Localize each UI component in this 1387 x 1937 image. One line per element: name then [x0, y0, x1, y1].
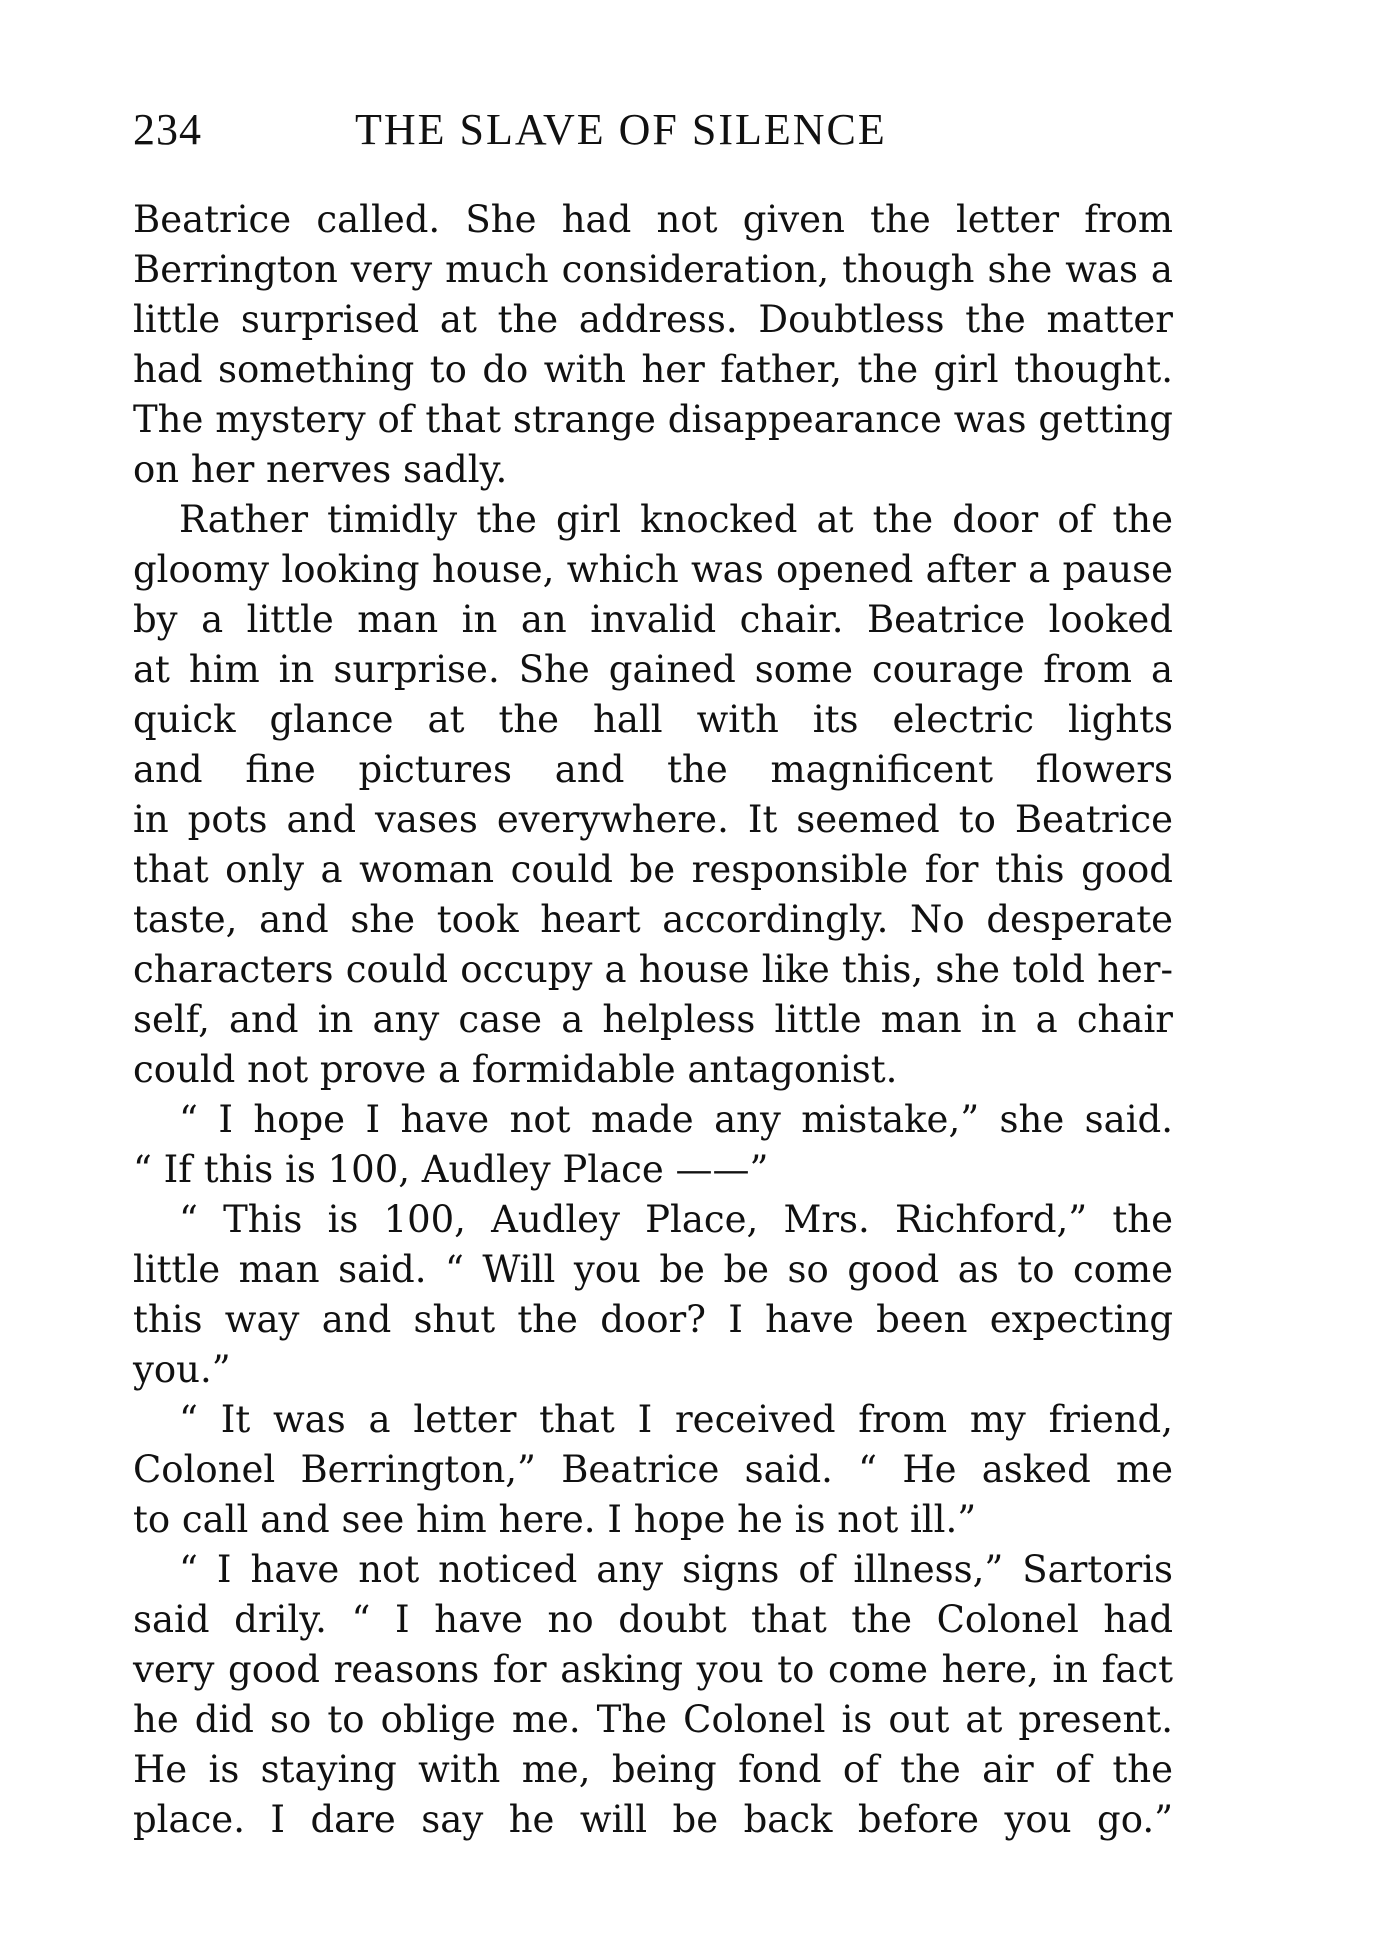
- text-line: self, and in any case a helpless little man in a chair: [133, 998, 1173, 1041]
- text-line: little man said. “ Will you be be so good as to come: [133, 1248, 1173, 1291]
- text-line: quick glance at the hall with its electric lights: [133, 698, 1173, 741]
- text-line: on her nerves sadly.: [133, 448, 508, 491]
- text-line: you.”: [133, 1348, 231, 1391]
- text-line: had something to do with her father, the girl thought.: [133, 348, 1173, 391]
- text-line: The mystery of that strange disappearance was getting: [133, 398, 1173, 441]
- text-line: Rather timidly the girl knocked at the door of the: [179, 498, 1173, 541]
- body-text: [133, 195, 1173, 1845]
- text-line: said drily. “ I have no doubt that the Colonel had: [133, 1598, 1173, 1641]
- text-line: “ This is 100, Audley Place, Mrs. Richford,” the: [179, 1198, 1173, 1241]
- running-title: THE SLAVE OF SILENCE: [355, 105, 887, 154]
- text-line: “ It was a letter that I received from my friend,: [179, 1398, 1173, 1441]
- text-line: taste, and she took heart accordingly. No desperate: [133, 898, 1173, 941]
- text-line: could not prove a formidable antagonist.: [133, 1048, 898, 1091]
- text-line: he did so to oblige me. The Colonel is out at present.: [133, 1698, 1173, 1741]
- text-line: Beatrice called. She had not given the letter from: [133, 198, 1173, 241]
- text-line: that only a woman could be responsible for this good: [133, 848, 1173, 891]
- text-line: very good reasons for asking you to come here, in fact: [133, 1648, 1173, 1691]
- text-line: gloomy looking house, which was opened after a pause: [133, 548, 1173, 591]
- text-line: “ I have not noticed any signs of illness,” Sartoris: [179, 1548, 1173, 1591]
- page-header: [133, 100, 1183, 160]
- text-line: place. I dare say he will be back before you go.”: [133, 1798, 1173, 1841]
- text-line: He is staying with me, being fond of the air of the: [133, 1748, 1173, 1791]
- text-line: “ If this is 100, Audley Place ——”: [133, 1148, 769, 1191]
- text-line: to call and see him here. I hope he is not ill.”: [133, 1498, 977, 1541]
- text-line: little surprised at the address. Doubtless the matter: [133, 298, 1173, 341]
- text-line: by a little man in an invalid chair. Beatrice looked: [133, 598, 1173, 641]
- text-line: Colonel Berrington,” Beatrice said. “ He asked me: [133, 1448, 1173, 1491]
- text-line: this way and shut the door? I have been expecting: [133, 1298, 1173, 1341]
- text-line: characters could occupy a house like this, she told her-: [133, 948, 1173, 991]
- text-line: “ I hope I have not made any mistake,” she said.: [179, 1098, 1173, 1141]
- page-number: 234: [133, 105, 202, 154]
- text-line: in pots and vases everywhere. It seemed to Beatrice: [133, 798, 1173, 841]
- text-line: Berrington very much consideration, though she was a: [133, 248, 1173, 291]
- text-line: and fine pictures and the magnificent flowers: [133, 748, 1173, 791]
- text-line: at him in surprise. She gained some courage from a: [133, 648, 1173, 691]
